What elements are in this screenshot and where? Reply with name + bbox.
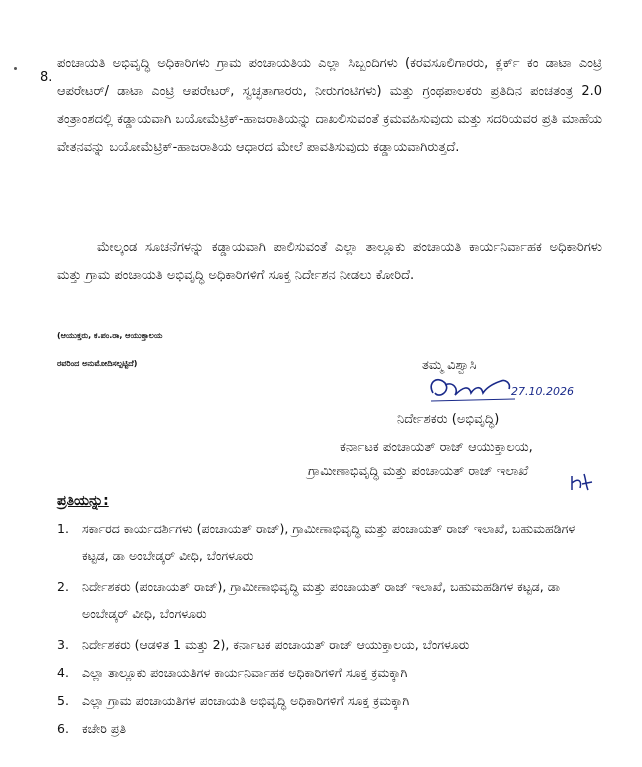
approval-note-line-2: ರವರಿಂದ ಅನುಮೋದಿಸಲ್ಪಟ್ಟಿದೆ) xyxy=(57,359,138,368)
signature-date: 27.10.2026 xyxy=(511,385,574,398)
list-item-number: 1. xyxy=(57,521,69,536)
copies-heading: ಪ್ರತಿಯನ್ನು: xyxy=(57,493,109,509)
point-8-paragraph: ಪಂಚಾಯತಿ ಅಭಿವೃದ್ಧಿ ಅಧಿಕಾರಿಗಳು ಗ್ರಾಮ ಪಂಚಾಯತಿಯ ಎಲ್ಲಾ ಸಿಬ್ಬಂದಿಗಳು (ಕರವಸೂಲಿಗಾರರು, ಕ್ಲರ್ಕ್ ಕಂ ಡಾಟಾ ಎಂಟ್ರಿ ಆಪರೇಟರ್/ ಡಾಟಾ ಎಂಟ್ರಿ ಆಪರೇಟರ್, ಸ್ವಚ್ಛತಾಗಾರರು, ನೀರುಗಂಟಿಗಳು) ಮತ್ತು ಗ್ರಂಥಪಾಲಕರು ಪ್ರತಿದಿನ ಪಂಚತಂತ್ರ 2.0 ತಂತ್ರಾಂಶದಲ್ಲಿ ಕಡ್ಡಾಯವಾಗಿ ಬಯೋಮೆಟ್ರಿಕ್-ಹಾಜರಾತಿಯನ್ನು ದಾಖಲಿಸುವಂತೆ ಕ್ರಮವಹಿಸುವುದು ಮತ್ತು ಸದರಿಯವರ ಪ್ರತಿ ಮಾಹೆಯ ವೇತನವನ್ನು ಬಯೋಮೆಟ್ರಿಕ್-ಹಾಜರಾತಿಯ ಆಧಾರದ ಮೇಲೆ ಪಾವತಿಸುವುದು ಕಡ್ಡಾಯವಾಗಿರುತ್ತದೆ. xyxy=(57,56,602,155)
list-item-text: ಸರ್ಕಾರದ ಕಾರ್ಯದರ್ಶಿಗಳು (ಪಂಚಾಯತ್ ರಾಜ್), ಗ್ರಾಮೀಣಾಭಿವೃದ್ಧಿ ಮತ್ತು ಪಂಚಾಯತ್ ರಾಜ್ ಇಲಾಖೆ, ಬಹುಮಹಡಿಗಳ ಕಟ್ಟಡ, ಡಾ ಅಂಬೇಡ್ಕರ್ ವೀಧಿ, ಬೆಂಗಳೂರು xyxy=(82,521,576,563)
list-item xyxy=(57,631,602,659)
department-name: ಗ್ರಾಮೀಣಾಭಿವೃದ್ಧಿ ಮತ್ತು ಪಂಚಾಯತ್ ರಾಜ್ ಇಲಾಖೆ xyxy=(308,464,529,479)
list-item xyxy=(57,515,602,571)
office-name: ಕರ್ನಾಟಕ ಪಂಚಾಯತ್ ರಾಜ್ ಆಯುಕ್ತಾಲಯ, xyxy=(340,440,533,455)
list-item-number: 3. xyxy=(57,637,69,652)
list-item-number: 6. xyxy=(57,721,69,736)
initials-mark xyxy=(568,470,596,494)
list-item-text: ಎಲ್ಲಾ ತಾಲ್ಲೂಕು ಪಂಚಾಯತಿಗಳ ಕಾರ್ಯನಿರ್ವಾಹಕ ಅಧಿಕಾರಿಗಳಿಗೆ ಸೂಕ್ತ ಕ್ರಮಕ್ಕಾಗಿ xyxy=(82,665,408,680)
list-item xyxy=(57,659,602,687)
list-item xyxy=(57,687,602,715)
list-item-text: ನಿರ್ದೇಶಕರು (ಆಡಳಿತ 1 ಮತ್ತು 2), ಕರ್ನಾಟಕ ಪಂಚಾಯತ್ ರಾಜ್ ಆಯುಕ್ತಾಲಯ, ಬೆಂಗಳೂರು xyxy=(82,637,470,652)
list-item xyxy=(57,573,602,629)
list-item-text: ಕಚೇರಿ ಪ್ರತಿ xyxy=(82,721,127,736)
handwritten-signature xyxy=(425,371,574,409)
list-item-number: 4. xyxy=(57,665,69,680)
list-item-text: ನಿರ್ದೇಶಕರು (ಪಂಚಾಯತ್ ರಾಜ್), ಗ್ರಾಮೀಣಾಭಿವೃದ್ಧಿ ಮತ್ತು ಪಂಚಾಯತ್ ರಾಜ್ ಇಲಾಖೆ, ಬಹುಮಹಡಿಗಳ ಕಟ್ಟಡ, ಡಾ ಅಂಬೇಡ್ಕರ್ ವೀಧಿ, ಬೆಂಗಳೂರು xyxy=(82,579,561,621)
closing-salutation: ತಮ್ಮ ವಿಶ್ವಾಸಿ xyxy=(422,358,477,373)
list-item-number: 2. xyxy=(57,579,69,594)
list-item xyxy=(57,715,602,743)
list-item-text: ಎಲ್ಲಾ ಗ್ರಾಮ ಪಂಚಾಯತಿಗಳ ಪಂಚಾಯತಿ ಅಭಿವೃದ್ಧಿ ಅಧಿಕಾರಿಗಳಿಗೆ ಸೂಕ್ತ ಕ್ರಮಕ್ಕಾಗಿ xyxy=(82,693,410,708)
point-number: 8. xyxy=(40,70,53,85)
instruction-paragraph: ಮೇಲ್ಕಂಡ ಸೂಚನೆಗಳನ್ನು ಕಡ್ಡಾಯವಾಗಿ ಪಾಲಿಸುವಂತೆ ಎಲ್ಲಾ ತಾಲ್ಲೂಕು ಪಂಚಾಯತಿ ಕಾರ್ಯನಿರ್ವಾಹಕ ಅಧಿಕಾರಿಗಳು ಮತ್ತು ಗ್ರಾಮ ಪಂಚಾಯತಿ ಅಭಿವೃದ್ಧಿ ಅಧಿಕಾರಿಗಳಿಗೆ ಸೂಕ್ತ ನಿರ್ದೇಶನ ನೀಡಲು ಕೋರಿದೆ. xyxy=(57,240,602,283)
approval-note-line-1: (ಆಯುಕ್ತರು, ಕ.ಪಂ.ರಾ, ಆಯುಕ್ತಾಲಯ xyxy=(57,331,163,340)
list-item-number: 5. xyxy=(57,693,69,708)
scan-speck xyxy=(14,67,17,70)
designation: ನಿರ್ದೇಶಕರು (ಅಭಿವೃದ್ಧಿ) xyxy=(397,412,500,427)
